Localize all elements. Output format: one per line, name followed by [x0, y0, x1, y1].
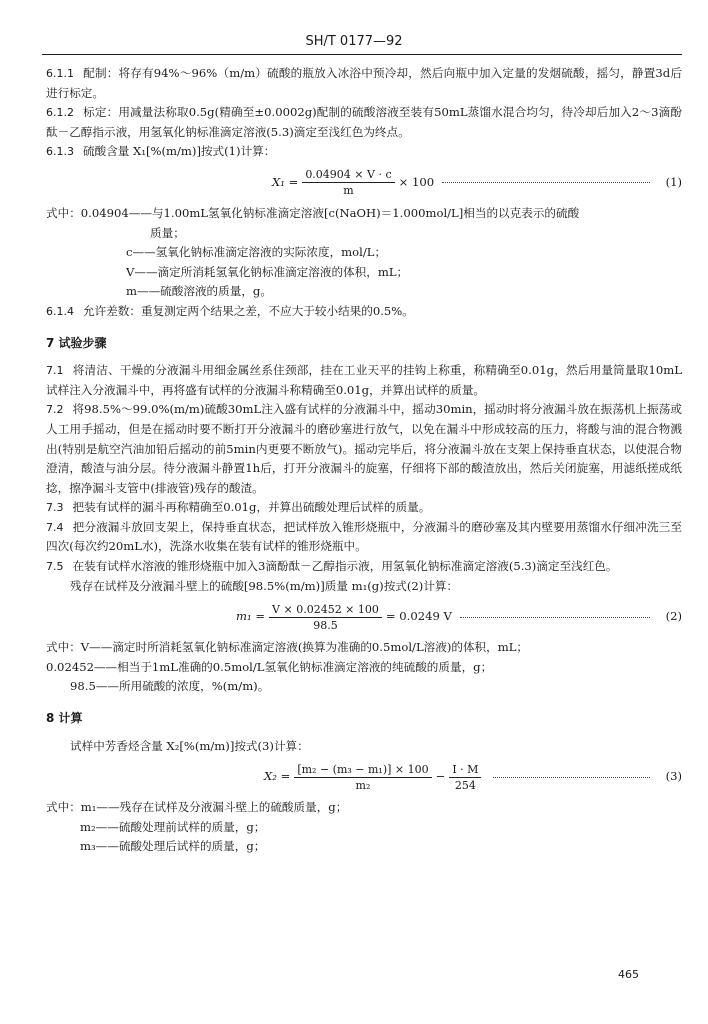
- formula-fraction: [294, 762, 431, 793]
- formula-number: (1): [665, 175, 682, 190]
- where-item: 0.02452——相当于1mL准确的0.5mol/L氢氧化钠标准滴定溶液的纯硫酸的质量，g；: [46, 659, 493, 674]
- fraction-numerator: 0.04904 × V · c: [302, 167, 394, 183]
- formula-lhs: m₁ =: [236, 609, 266, 624]
- formula-number: (2): [665, 609, 682, 624]
- step-7-3: [46, 498, 682, 518]
- clause-number: 6.1.1: [46, 67, 74, 80]
- clause-number: 6.1.3: [46, 145, 74, 159]
- where-item: c——氢氧化钠标准滴定溶液的实际浓度，mol/L；: [126, 245, 387, 260]
- fraction-denominator: 98.5: [313, 618, 338, 632]
- calc-intro: 试样中芳香烃含量 X₂[%(m/m)]按式(3)计算：: [70, 738, 309, 753]
- formula-fraction: [269, 602, 382, 633]
- formula-leader-dots: [460, 617, 650, 618]
- step-number: 7.1: [46, 364, 64, 378]
- section-heading-7: 7 试验步骤: [46, 335, 107, 350]
- step-number: 7.2: [46, 403, 64, 417]
- step-text: 把分液漏斗放回支架上，保持垂直状态，把试样放入锥形烧瓶中，分液漏斗的磨砂塞及其内壁要用蒸馏水仔细冲洗三至四次(每次约20mL水)，洗涤水收集在装有试样的锥形烧瓶中。: [46, 519, 682, 554]
- fraction-denominator: m₂: [355, 778, 371, 792]
- formula-3: [46, 756, 682, 798]
- step-7-5: [46, 557, 682, 577]
- page-number: 465: [618, 968, 639, 981]
- clause-text: 允许差数：重复测定两个结果之差，不应大于较小结果的0.5%。: [83, 303, 414, 318]
- section-heading-8: 8 计算: [46, 711, 83, 726]
- fraction-numerator: [m₂ − (m₃ − m₁)] × 100: [294, 762, 431, 778]
- formula-number: (3): [665, 769, 682, 784]
- where-item: V——滴定所消耗氢氧化钠标准滴定溶液的体积，mL；: [126, 264, 409, 279]
- step-7-2: [46, 400, 682, 498]
- fraction-denominator: 254: [454, 778, 476, 792]
- clause-text: 硫酸含量 X₁[%(m/m)]按式(1)计算：: [83, 144, 276, 159]
- page-content: [46, 64, 682, 857]
- fraction-denominator: m: [343, 184, 354, 198]
- formula-1: [46, 162, 682, 204]
- formula-minus: −: [435, 769, 446, 784]
- formula-fraction: [302, 167, 394, 198]
- step-number: 7.3: [46, 501, 64, 515]
- step-text: 在装有试样水溶液的锥形烧瓶中加入3滴酚酞－乙醇指示液，用氢氧化钠标准滴定溶液(5.3)滴定至浅红色。: [72, 559, 618, 574]
- formula-leader-dots: [442, 182, 650, 183]
- clause-6-1-1: [46, 64, 682, 103]
- clause-6-1-2: [46, 103, 682, 142]
- fraction-numerator: V × 0.02452 × 100: [269, 602, 382, 618]
- formula-2: [46, 596, 682, 638]
- header-rule: [42, 54, 682, 55]
- step-text: 将98.5%～99.0%(m/m)硫酸30mL注入盛有试样的分液漏斗中，摇动30min，摇动时将分液漏斗放在振荡机上振荡或人工用手摇动，但是在摇动时要不断打开分液漏斗的磨砂塞进行放气，以免在漏斗中形成较高的压力，将酸与油的混合物溅出(特别是航空汽油加铅后摇动的前5min内更要不断放气)。摇动完毕后，将分液漏斗放在支架上保持垂直状态，以使混合物澄清，酸渣与油分层。待分液漏斗静置1h后，打开分液漏斗的旋塞，仔细将下部的酸渣放出，然后关闭旋塞，用滤纸搓成纸捻，擦净漏斗支管中(排液管)残存的酸渣。: [46, 402, 682, 495]
- page-header: SH/T 0177—92: [305, 34, 403, 49]
- where-item: 式中：m₁——残存在试样及分液漏斗壁上的硫酸质量，g；: [46, 800, 348, 815]
- clause-number: 6.1.4: [46, 304, 74, 318]
- where-lead-continued: 质量；: [150, 225, 185, 240]
- where-item: m₂——硫酸处理前试样的质量，g；: [80, 819, 266, 834]
- formula-suffix: = 0.0249 V: [385, 609, 452, 624]
- formula-lhs: X₁ =: [272, 175, 299, 190]
- where-lead: 式中：0.04904——与1.00mL氢氧化钠标准滴定溶液[c(NaOH)＝1.000mol/L]相当的以克表示的硫酸: [46, 205, 580, 220]
- step-number: 7.4: [46, 520, 64, 534]
- step-7-4: [46, 518, 682, 557]
- step-text: 将清洁、干燥的分液漏斗用细金属丝系住颈部，挂在工业天平的挂钩上称重，称精确至0.01g，然后用量筒量取10mL试样注入分液漏斗中，再将盛有试样的分液漏斗称精确至0.01g，并算出试样的质量。: [46, 363, 682, 397]
- formula-lhs: X₂ =: [264, 769, 291, 784]
- clause-6-1-4: [46, 302, 682, 322]
- clause-text: 标定：用减量法称取0.5g(精确至±0.0002g)配制的硫酸溶液至装有50mL蒸馏水混合均匀，待冷却后加入2～3滴酚酞－乙醇指示液，用氢氧化钠标准滴定溶液(5.3)滴定至浅红色为终点。: [46, 105, 682, 139]
- step-number: 7.5: [46, 560, 64, 574]
- clause-6-1-3: [46, 142, 682, 162]
- step-text: 把装有试样的漏斗再称精确至0.01g，并算出硫酸处理后试样的质量。: [72, 500, 431, 515]
- where-item: 98.5——所用硫酸的浓度，%(m/m)。: [70, 679, 270, 694]
- formula-fraction-2: [449, 762, 481, 793]
- clause-text: 配制：将存有94%～96%（m/m）硫酸的瓶放入冰浴中预冷却，然后向瓶中加入定量的发烟硫酸，摇匀，静置3d后进行标定。: [46, 66, 682, 100]
- where-item: m——硫酸溶液的质量，g。: [126, 284, 272, 299]
- where-item: 式中：V——滴定时所消耗氢氧化钠标准滴定溶液(换算为准确的0.5mol/L溶液)的体积，mL；: [46, 640, 529, 655]
- formula-suffix: × 100: [398, 175, 435, 190]
- clause-number: 6.1.2: [46, 106, 74, 120]
- where-item: m₃——硫酸处理后试样的质量，g；: [80, 839, 266, 854]
- fraction-numerator: I · M: [449, 762, 481, 778]
- formula-leader-dots: [493, 777, 650, 778]
- step-7-1: [46, 361, 682, 400]
- step-7-5-continued: 残存在试样及分液漏斗壁上的硫酸[98.5%(m/m)]质量 m₁(g)按式(2)计算：: [70, 578, 459, 593]
